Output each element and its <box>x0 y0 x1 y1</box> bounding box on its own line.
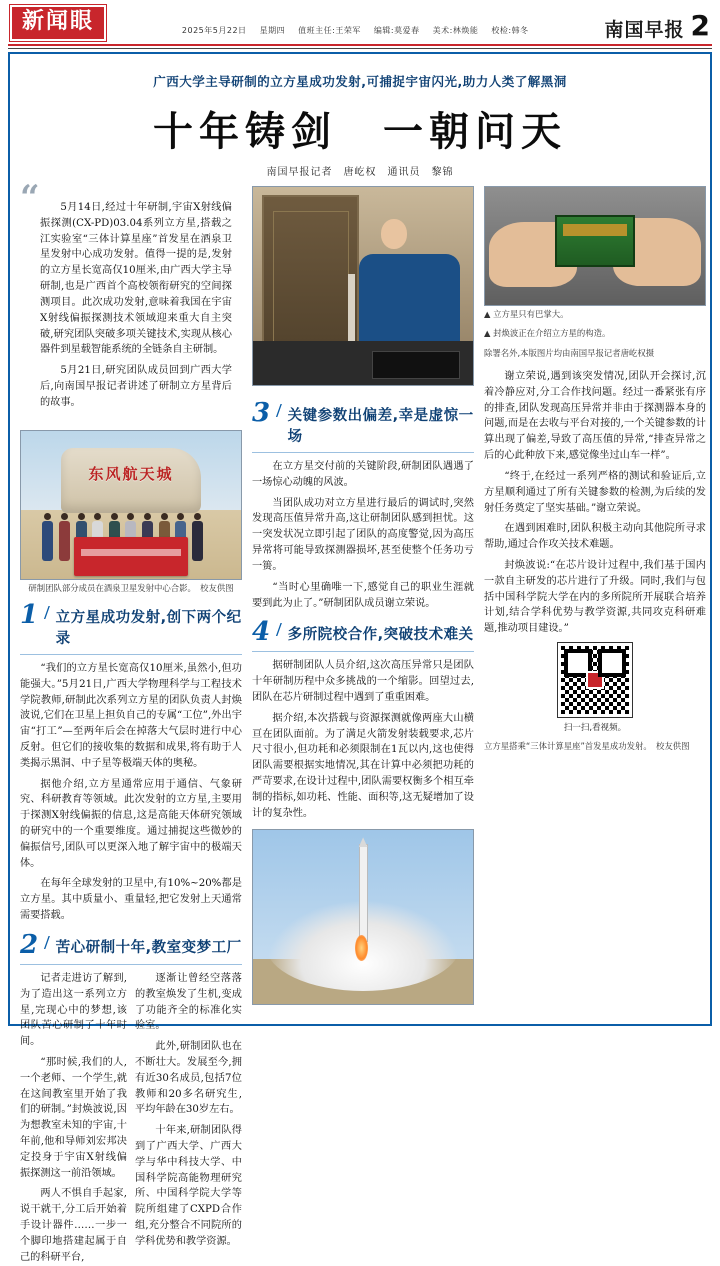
s2-paragraph-2: “那时候,我们的人,一个老师、一个学生,就在这间教室里开始了我们的研制。”封焕波说,因为想教室未知的宇宙,十年前,他和导师刘宏邦决定投身于宇宙X射线偏振探测这一前沿领域。 <box>20 1056 127 1179</box>
shoulder-headline: 广西大学主导研制的立方星成功发射,可捕捉宇宙闪光,助力人类了解黑洞 <box>153 74 567 89</box>
s4-paragraph-1: 据研制团队人员介绍,这次高压异常只是团队十年研制历程中众多挑战的一个缩影。回望过去,团队在芯片研制过程中遇到了重重困难。 <box>252 660 474 703</box>
art-editor: 美术:林焕能 <box>432 25 479 35</box>
rocket-photo-caption: 立方星搭乘“三体计算星座”首发星成功发射。 校友供图 <box>484 741 690 752</box>
section-divider-3 <box>252 452 474 453</box>
section-heading-4 <box>252 617 474 648</box>
lead-paragraph-1: 5月14日,经过十年研制,宇宙X射线偏振探测(CX-PD)03.04系列立方星,搭载之江实验室“三体计算星座”首发星在酒泉卫星发射中心成功发射。值得一提的是,发射的立方星长宽高仅10厘米,由广西大学主导研制,也是广西首个高校领衔研究的空间探测项目。此次成功发射,意味着我国在宇宙X射线偏振探测技术领域迎来重大自主突破,研究团队突破多项关键技术,实现从核心器件到星载智能系统的全链条自主研制。 <box>40 202 232 356</box>
red-banner <box>74 537 188 575</box>
proofreader: 校检:韩冬 <box>491 25 529 35</box>
s1-paragraph-1: “我们的立方星长宽高仅10厘米,虽然小,但功能强大。”5月21日,广西大学物理科学与工程技术学院教师,研制此次系列立方星的团队负责人封焕波说,它们在卫星上担负自己的专属“工位”,外出宇宙“打工”—至两年后会在掉落大气层时进行中心反射。但它们的接收集的数据和成果,将有助于人类揭示黑洞、中子星等极端天体的奥秘。 <box>20 662 242 769</box>
section-divider-1 <box>20 654 242 655</box>
photo-credit: 除署名外,本版图片均由南国早报记者唐屹权摄 <box>484 347 655 358</box>
masthead-rule-thin <box>8 48 712 49</box>
desert-group-photo <box>20 430 242 580</box>
s3-paragraph-5: “终于,在经过一系列严格的测试和验证后,立方星顺利通过了所有关键参数的检测,为后续的发射任务奠定了坚实基础。”谢立荣说。 <box>484 470 706 514</box>
lab-photo <box>252 186 474 386</box>
article-columns <box>20 178 706 1266</box>
satellite-in-hands-photo <box>484 186 706 306</box>
qr-code-icon[interactable] <box>558 643 632 717</box>
publication-logo: 新闻眼 <box>10 5 106 41</box>
section-slash-icon-2: / <box>44 931 50 954</box>
section-title-2: 苦心研制十年,教室变梦工厂 <box>55 939 242 956</box>
section-divider-2 <box>20 964 242 965</box>
cubesat-model <box>555 215 634 267</box>
main-headline: 十年铸剑 一朝问天 <box>153 108 567 155</box>
page-frame <box>8 52 712 1263</box>
rocket-body <box>359 844 368 941</box>
s3-paragraph-4: 谢立荣说,遇到该突发情况,团队开会探讨,沉着冷静应对,分工合作找问题。经过一番紧张有序的排查,团队发现高压异常并非由于探测器本身的问题,而是在去收与平台对接的,一个关键参数的计算出现了偏差,导致了高压值的异常,“排查异常之后的心此种放下来,感觉像坐过山车一样”。 <box>484 371 706 462</box>
masthead-meta <box>106 11 604 36</box>
s2-paragraph-5: 此外,研制团队也在不断壮大。发展至今,拥有近30名成员,包括7位教师和20多名研究生,平均年龄在30岁左右。 <box>135 1041 242 1116</box>
s2-paragraph-4: 逐渐让曾经空落落的教室焕发了生机,变成了功能齐全的标准化实验室。 <box>135 972 242 1032</box>
s2-body <box>20 971 242 1266</box>
section-heading-3 <box>252 400 474 446</box>
s2-paragraph-3: 两人不惧自手起家,说干就干,分工后开始着手设计器件……一步一个脚印地搭建起属于自己的科研平台, <box>20 1188 127 1263</box>
section-number-2: 2 <box>20 929 39 960</box>
quote-open-icon: “ <box>20 178 40 218</box>
masthead-rule-red <box>8 44 712 46</box>
monument-inscription: 东风航天城 <box>88 465 174 484</box>
column-right <box>484 186 706 1266</box>
section-divider-4 <box>252 651 474 652</box>
section-title-3: 关键参数出偏差,幸是虚惊一场 <box>287 408 474 445</box>
qr-logo <box>586 671 604 689</box>
s4-paragraph-3: 在遇到困难时,团队积极主动向其他院所寻求帮助,通过合作攻关技术难题。 <box>484 523 706 551</box>
section-heading-2 <box>20 929 242 960</box>
section-heading-1 <box>20 599 242 648</box>
section-number-1: 1 <box>20 599 39 630</box>
s4-paragraph-2: 据介绍,本次搭载与资源探测就像两座大山横亘在团队面前。为了满足火箭发射装载要求,芯片尺寸很小,但功耗和必须限制在1瓦以内,这也使得团队需要根据实地情况,其在计算中必须把功耗的严苛要求,在设计过程中,团队需要权衡多个相互牵制的指标,如功耗、性能、面积等,这无疑增加了设计的复杂性。 <box>252 712 474 819</box>
s3-paragraph-2: 当团队成功对立方星进行最后的调试时,突然发现高压值异常升高,这让研制团队感到担忧。这一突发状况立即引起了团队的高度警觉,因为高压异常将可能导致探测器损坏,甚至使整个任务功亏一篑。 <box>252 497 474 572</box>
duty-editor: 值班主任:王荣军 <box>298 25 361 35</box>
section-title-4: 多所院校合作,突破技术难关 <box>287 627 474 644</box>
masthead <box>0 0 720 42</box>
section-number-3: 3 <box>252 398 271 428</box>
section-title-1: 立方星成功发射,创下两个纪录 <box>55 609 242 647</box>
editor: 编辑:莫爱春 <box>373 25 420 35</box>
page-number: 2 <box>690 8 710 42</box>
qr-block[interactable] <box>484 643 706 733</box>
desert-photo-caption: 研制团队部分成员在酒泉卫星发射中心合影。 校友供图 <box>28 582 234 593</box>
qr-caption: 扫一扫,看视频。 <box>563 723 627 734</box>
section-number-4: 4 <box>252 617 271 648</box>
section-slash-icon: / <box>44 601 50 624</box>
s3-paragraph-1: 在立方星交付前的关键阶段,研制团队遇遇了一场惊心动魄的风波。 <box>252 461 474 488</box>
s2-paragraph-1: 记者走进访了解到,为了造出这一系列立方星,完现心中的梦想,该团队苦心研制了十年时间。 <box>20 972 127 1048</box>
s1-paragraph-2: 据他介绍,立方星通常应用于通信、气象研究、科研教育等领域。此次发射的立方星,主要用于探测X射线偏振的信息,这是高能天体研究领域的研究中的一个重要维度。通过捕捉这些微妙的偏振信号,团队可以更深入地了解宇宙中的极端天体。 <box>20 778 242 869</box>
lead-block <box>20 178 242 430</box>
paper-name: 南国早报 <box>604 18 685 41</box>
column-center <box>252 186 474 1266</box>
issue-weekday: 星期四 <box>259 25 286 35</box>
issue-date: 2025年5月22日 <box>181 25 247 35</box>
sat-small-caption: ▲ 立方星只有巴掌大。 <box>484 309 569 319</box>
lead-text <box>24 186 242 430</box>
section-slash-icon-3: / <box>276 400 282 422</box>
s3-paragraph-3: “当时心里确唯一下,感觉自己的职业生涯就要到此为止了。”研制团队成员谢立荣说。 <box>252 581 474 609</box>
rocket-launch-photo <box>252 829 474 1005</box>
s2-paragraph-6: 十年来,研制团队得到了广西大学、广西大学与华中科技大学、中国科学院高能物理研究所、中国科学院大学等院所组建了CXPD合作组,充分整合不同院所的学科优势和教学资源。 <box>135 1125 242 1247</box>
lead-paragraph-2: 5月21日,研究团队成员回到广西大学后,向南国早报记者讲述了研制立方星背后的故事。 <box>40 365 232 408</box>
s1-paragraph-3: 在每年全球发射的卫星中,有10%~20%都是立方星。其中质量小、重量轻,把它发射上天通常需要搭载。 <box>20 878 242 922</box>
s4-paragraph-4: 封焕波说:“在芯片设计过程中,我们基于国内一款自主研发的芯片进行了升级。同时,我们与包括中国科学院大学在内的多所院所开展联合培养计划,结合学科优势与教学资源,共同攻克科研难题,推动项目建设。” <box>484 559 706 635</box>
equipment-tray <box>372 351 460 379</box>
sat-person-caption: ▲ 封焕波正在介绍立方星的构造。 <box>484 328 611 339</box>
researcher-head <box>381 219 407 249</box>
byline: 南国早报记者 唐屹权 通讯员 黎锦 <box>266 167 454 178</box>
column-left <box>20 178 242 1266</box>
section-slash-icon-4: / <box>276 619 282 642</box>
